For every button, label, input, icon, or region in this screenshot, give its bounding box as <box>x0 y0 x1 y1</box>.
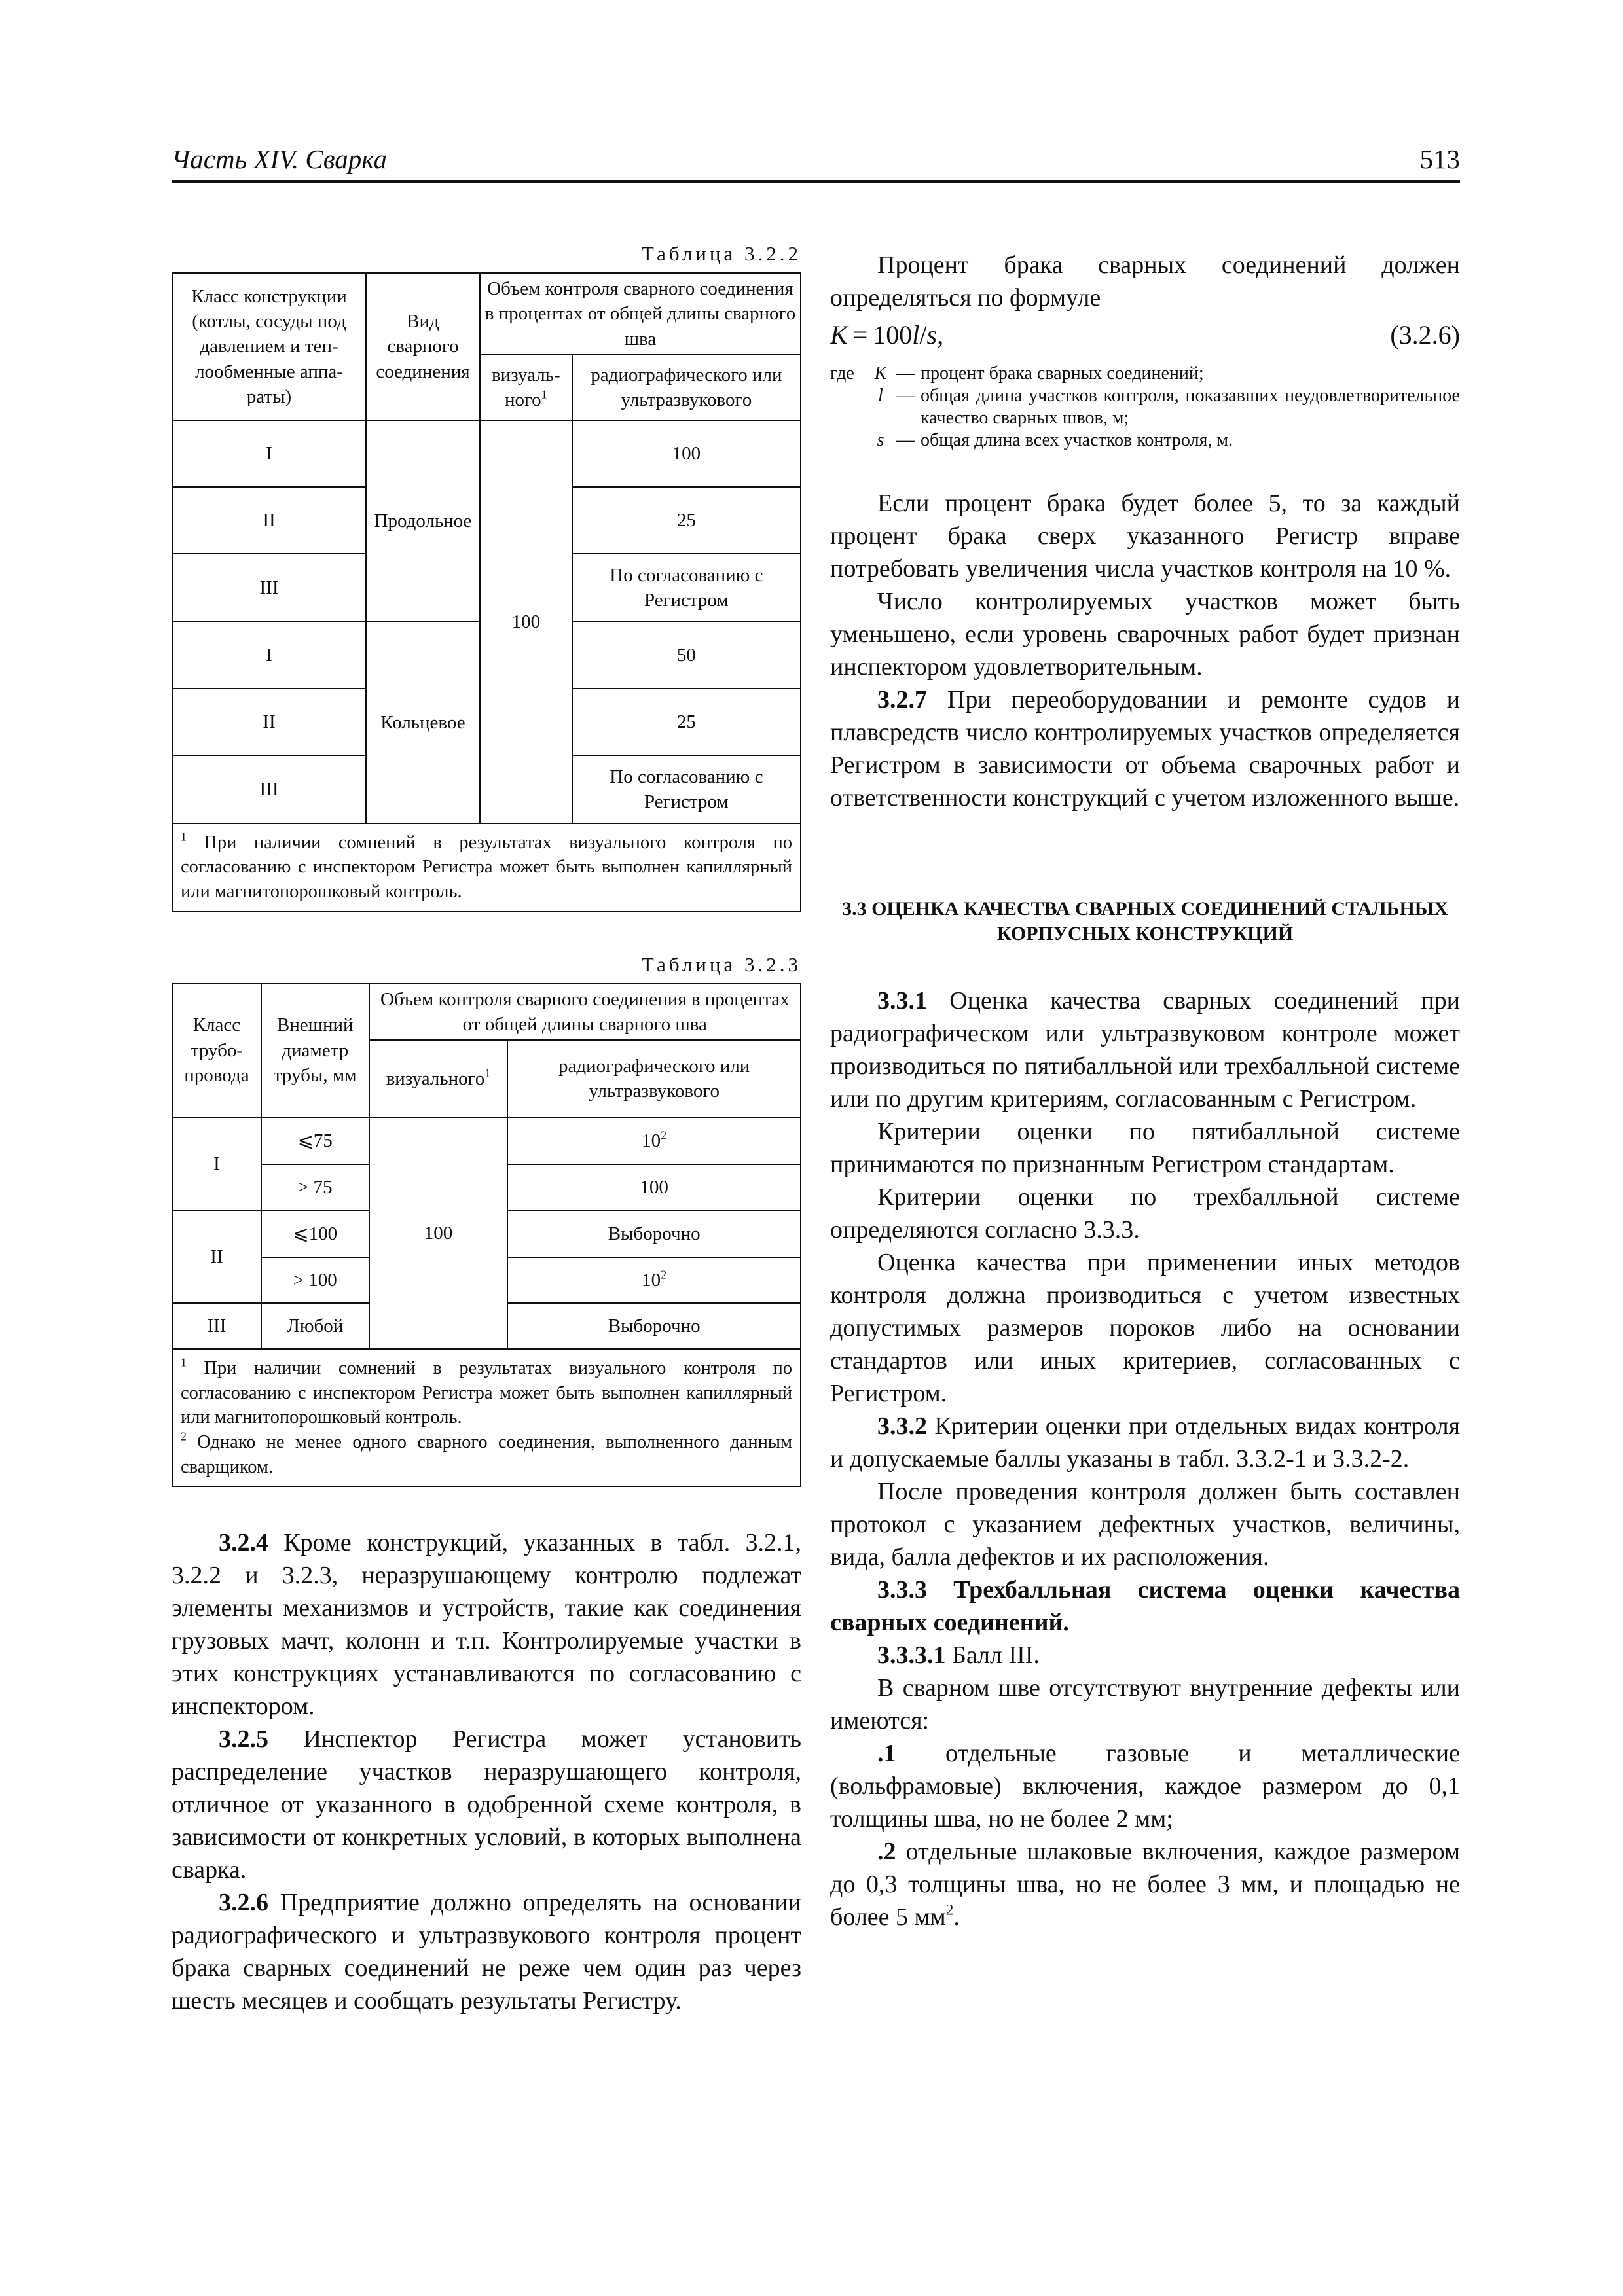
table2-footnotes <box>172 1349 801 1486</box>
table-cell: I <box>172 420 366 487</box>
table-cell: 25 <box>572 487 801 554</box>
table2-head-diam: Внешний диаметр трубы, мм <box>261 984 369 1118</box>
legend-row: где K — процент брака сварных соединений; <box>830 363 1204 384</box>
paragraph-defects-absent: В сварном шве отсутствуют внутренние дефекты или имеются: <box>830 1674 1460 1734</box>
table-cell: Выборочно <box>507 1210 801 1257</box>
table2-head-radio: радиографического или ультразвукового <box>507 1040 801 1117</box>
header-title: Часть XIV. Сварка <box>172 144 387 174</box>
formula-intro: Процент брака сварных соединений должен определяться по формуле <box>830 251 1460 312</box>
list-item-2: .2 отдельные шлаковые включения, каждое размером до 0,3 толщины шва, но не более 3 мм, и площадью не более 5 $мм^2$. <box>830 1838 1460 1931</box>
page-header <box>172 141 1460 183</box>
paragraph-3-2-4: 3.2.4 Кроме конструкций, указанных в табл. 3.2.1, 3.2.2 и 3.2.3, неразрушающему контролю подлежат элементы механизмов и устройств, такие как соединения грузовых мачт, колонн и т.п. Контролируемые участки в этих конструкциях устанавливаются по согласованию с инспектором. <box>172 1529 801 1721</box>
table-cell: $10^2$ <box>507 1117 801 1164</box>
table-cell: > 100 <box>261 1257 369 1303</box>
formula-legend <box>830 363 1460 452</box>
table2-head-volume: Объем контроля сварного соединения в процентах от общей длины сварного шва <box>369 984 801 1041</box>
paragraph-3-3-3: 3.3.3 Трехбалльная система оценки качества сварных соединений. <box>830 1576 1460 1636</box>
table-cell: II <box>172 1210 261 1303</box>
table-cell: II <box>172 487 366 554</box>
table-cell: Любой <box>261 1303 369 1349</box>
table-cell: III <box>172 1303 261 1349</box>
table2-head-class: Класс трубо-провода <box>172 984 261 1118</box>
paragraph-other-methods: Оценка качества при применении иных методов контроля должна производиться с учетом известных допустимых размеров пороков либо на основании стандартов или иных критериев, согласованных с Регистром. <box>830 1249 1460 1407</box>
table1-head-radio: радиографического или ультразвукового <box>572 355 801 420</box>
list-item-1: .1 отдельные газовые и металлические (вольфрамовые) включения, каждое размером до 0,1 толщины шва, но не более 2 мм; <box>830 1740 1460 1833</box>
paragraph-3-2-5: 3.2.5 Инспектор Регистра может установить распределение участков неразрушающего контроля, отличное от указанного в одобренной схеме контроля, в зависимости от конкретных условий, в которых выполнена сварка. <box>172 1725 801 1884</box>
table1-head-type: Вид сварного соединения <box>366 273 480 420</box>
paragraph-3-2-6: 3.2.6 Предприятие должно определять на основании радиографического и ультразвукового контроля процент брака сварных соединений не реже чем один раз через шесть месяцев и сообщать результаты Регистру. <box>172 1889 802 2015</box>
table-cell: 50 <box>572 622 801 689</box>
table-3-2-3-caption: Таблица 3.2.3 <box>641 952 801 976</box>
formula-3-2-6 <box>830 318 1460 355</box>
table2-head-visual: визуального$^1$ <box>369 1040 508 1117</box>
table-cell: 100 <box>507 1164 801 1210</box>
paragraph-3-3-1: 3.3.1 Оценка качества сварных соединений при радиографическом или ультразвуковом контроле может производиться по пятибалльной или трехбалльной системе или по другим критериям, согласованным с Регистром. <box>830 987 1461 1113</box>
table-3-2-2-caption: Таблица 3.2.2 <box>641 242 801 265</box>
paragraph-protocol: После проведения контроля должен быть составлен протокол с указанием дефектных участков, величины, вида, балла дефектов и их расположения. <box>830 1478 1460 1571</box>
table-cell: 100 <box>572 420 801 487</box>
table-cell: ⩽100 <box>261 1210 369 1257</box>
table2-footnote-2: $^2$ Однако не менее одного сварного соединения, выполненного данным сварщиком. <box>181 1429 793 1477</box>
table-cell: По согласованию с Регистром <box>572 554 801 622</box>
paragraph-3-2-7: 3.2.7 При переоборудовании и ремонте судов и плавсредств число контролируемых участков определяется Регистром в зависимости от объема сварочных работ и ответственности конструкций с учетом изложенного выше. <box>830 686 1461 812</box>
table1-head-visual: визуаль-ного$^1$ <box>480 355 572 420</box>
paragraph-reduce: Число контролируемых участков может быть уменьшено, если уровень сварочных работ будет признан инспектором удовлетворительным. <box>830 588 1460 681</box>
table-cell: По согласованию с Регистром <box>572 755 801 823</box>
section-3-3-title: 3.3 ОЦЕНКА КАЧЕСТВА СВАРНЫХ СОЕДИНЕНИЙ СТАЛЬНЫХ КОРПУСНЫХ КОНСТРУКЦИЙ <box>842 898 1448 944</box>
paragraph-five-point: Критерии оценки по пятибалльной системе принимаются по признанным Регистром стандартам. <box>830 1118 1460 1178</box>
formula-number: (3.2.6) <box>1390 320 1460 350</box>
table-cell: I <box>172 1117 261 1210</box>
table1-type-ring: Кольцевое <box>366 622 480 823</box>
paragraph-defect-rate: Если процент брака будет более 5, то за каждый процент брака сверх указанного Регистр вправе потребовать увеличения числа участков контроля на 10 %. <box>830 490 1460 583</box>
table-cell: ⩽75 <box>261 1117 369 1164</box>
table2-visual-value: 100 <box>369 1117 508 1349</box>
table1-footnote: $^1$ При наличии сомнений в результатах визуального контроля по согласованию с инспектором Регистра может быть выполнен капиллярный или магнитопорошковый контроль. <box>172 823 801 912</box>
paragraph-three-point: Критерии оценки по трехбалльной системе определяются согласно 3.3.3. <box>830 1183 1460 1244</box>
legend-row: s — общая длина всех участков контроля, м. <box>877 430 1233 450</box>
table-cell: 25 <box>572 689 801 755</box>
table1-head-class: Класс конструкции (котлы, сосуды под давлением и теп-лообменные аппа-раты) <box>172 273 366 420</box>
legend-row: l — общая длина участков контроля, показавших неудовлетворительное качество сварных швов, м; <box>878 386 1460 428</box>
table-cell: $10^2$ <box>507 1257 801 1303</box>
table-cell: I <box>172 622 366 689</box>
table-cell: Выборочно <box>507 1303 801 1349</box>
table1-head-volume: Объем контроля сварного соединения в процентах от общей длины сварного шва <box>480 273 801 355</box>
formula-expression: K = 100l/s, <box>830 320 944 350</box>
table1-visual-value: 100 <box>480 420 572 823</box>
left-column <box>172 242 801 2017</box>
table-cell: III <box>172 554 366 622</box>
paragraph-3-3-2: 3.3.2 Критерии оценки при отдельных видах контроля и допускаемые баллы указаны в табл. 3.3.2-1 и 3.3.2-2. <box>830 1412 1461 1473</box>
table-cell: III <box>172 755 366 823</box>
table-3-2-3 <box>172 983 801 1488</box>
table-3-2-2 <box>172 272 801 912</box>
table1-type-longitudinal: Продольное <box>366 420 480 622</box>
table-cell: II <box>172 689 366 755</box>
right-column <box>830 249 1460 1933</box>
page-number: 513 <box>1419 144 1460 174</box>
table2-footnote-1: $^1$ При наличии сомнений в результатах визуального контроля по согласованию с инспектором Регистра может быть выполнен капиллярный или магнитопорошковый контроль. <box>181 1355 793 1428</box>
paragraph-3-3-3-1: 3.3.3.1 Балл III. <box>877 1641 1040 1669</box>
table-cell: > 75 <box>261 1164 369 1210</box>
